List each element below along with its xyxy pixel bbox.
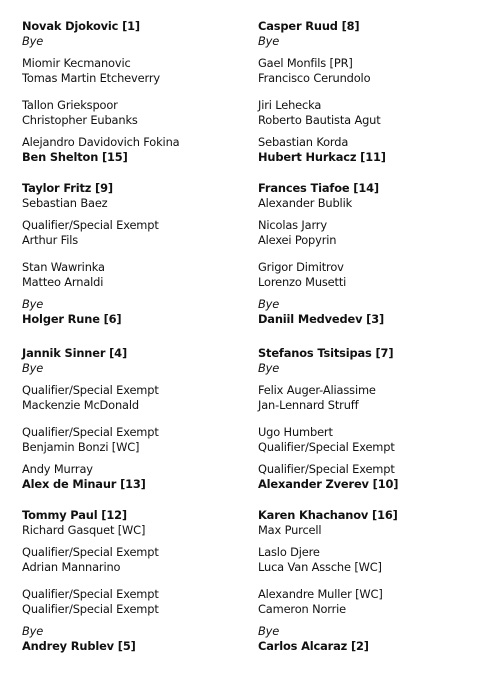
player-entry: Arthur Fils: [22, 233, 79, 247]
player-entry: Cameron Norrie: [258, 602, 347, 616]
player-entry: Richard Gasquet [WC]: [22, 523, 146, 537]
player-entry: Alejandro Davidovich Fokina: [22, 135, 180, 149]
player-entry: Luca Van Assche [WC]: [258, 560, 382, 574]
seeded-player: Andrey Rublev [5]: [22, 639, 136, 653]
seeded-player: Ben Shelton [15]: [22, 150, 128, 164]
player-entry: Alexandre Muller [WC]: [258, 587, 383, 601]
bye-entry: Bye: [22, 361, 44, 375]
player-entry: Gael Monfils [PR]: [258, 56, 353, 70]
seeded-player: Holger Rune [6]: [22, 312, 122, 326]
seeded-player: Taylor Fritz [9]: [22, 181, 113, 195]
bye-entry: Bye: [258, 297, 280, 311]
seeded-player: Frances Tiafoe [14]: [258, 181, 379, 195]
bye-entry: Bye: [258, 34, 280, 48]
player-entry: Qualifier/Special Exempt: [22, 425, 159, 439]
player-entry: Qualifier/Special Exempt: [22, 602, 159, 616]
player-entry: Laslo Djere: [258, 545, 320, 559]
seeded-player: Alex de Minaur [13]: [22, 477, 146, 491]
bye-entry: Bye: [258, 361, 280, 375]
player-entry: Qualifier/Special Exempt: [258, 462, 395, 476]
player-entry: Tallon Griekspoor: [22, 98, 118, 112]
player-entry: Adrian Mannarino: [22, 560, 121, 574]
player-entry: Sebastian Korda: [258, 135, 349, 149]
player-entry: Tomas Martin Etcheverry: [22, 71, 160, 85]
bye-entry: Bye: [258, 624, 280, 638]
seeded-player: Stefanos Tsitsipas [7]: [258, 346, 394, 360]
player-entry: Miomir Kecmanovic: [22, 56, 131, 70]
player-entry: Nicolas Jarry: [258, 218, 327, 232]
seeded-player: Novak Djokovic [1]: [22, 19, 140, 33]
player-entry: Grigor Dimitrov: [258, 260, 344, 274]
player-entry: Francisco Cerundolo: [258, 71, 371, 85]
player-entry: Andy Murray: [22, 462, 93, 476]
player-entry: Lorenzo Musetti: [258, 275, 347, 289]
player-entry: Roberto Bautista Agut: [258, 113, 381, 127]
player-entry: Alexei Popyrin: [258, 233, 337, 247]
seeded-player: Hubert Hurkacz [11]: [258, 150, 386, 164]
player-entry: Qualifier/Special Exempt: [22, 545, 159, 559]
seeded-player: Daniil Medvedev [3]: [258, 312, 385, 326]
player-entry: Sebastian Baez: [22, 196, 108, 210]
seeded-player: Jannik Sinner [4]: [22, 346, 128, 360]
player-entry: Max Purcell: [258, 523, 322, 537]
player-entry: Christopher Eubanks: [22, 113, 138, 127]
player-entry: Stan Wawrinka: [22, 260, 105, 274]
player-entry: Qualifier/Special Exempt: [258, 440, 395, 454]
player-entry: Benjamin Bonzi [WC]: [22, 440, 140, 454]
player-entry: Qualifier/Special Exempt: [22, 383, 159, 397]
bye-entry: Bye: [22, 297, 44, 311]
seeded-player: Alexander Zverev [10]: [258, 477, 399, 491]
player-entry: Jan-Lennard Struff: [258, 398, 359, 412]
player-entry: Qualifier/Special Exempt: [22, 587, 159, 601]
player-entry: Alexander Bublik: [258, 196, 353, 210]
player-entry: Jiri Lehecka: [258, 98, 322, 112]
seeded-player: Tommy Paul [12]: [22, 508, 127, 522]
player-entry: Ugo Humbert: [258, 425, 333, 439]
seeded-player: Casper Ruud [8]: [258, 19, 360, 33]
seeded-player: Carlos Alcaraz [2]: [258, 639, 369, 653]
bye-entry: Bye: [22, 624, 44, 638]
seeded-player: Karen Khachanov [16]: [258, 508, 398, 522]
player-entry: Matteo Arnaldi: [22, 275, 104, 289]
player-entry: Qualifier/Special Exempt: [22, 218, 159, 232]
bye-entry: Bye: [22, 34, 44, 48]
player-entry: Felix Auger-Aliassime: [258, 383, 376, 397]
player-entry: Mackenzie McDonald: [22, 398, 139, 412]
